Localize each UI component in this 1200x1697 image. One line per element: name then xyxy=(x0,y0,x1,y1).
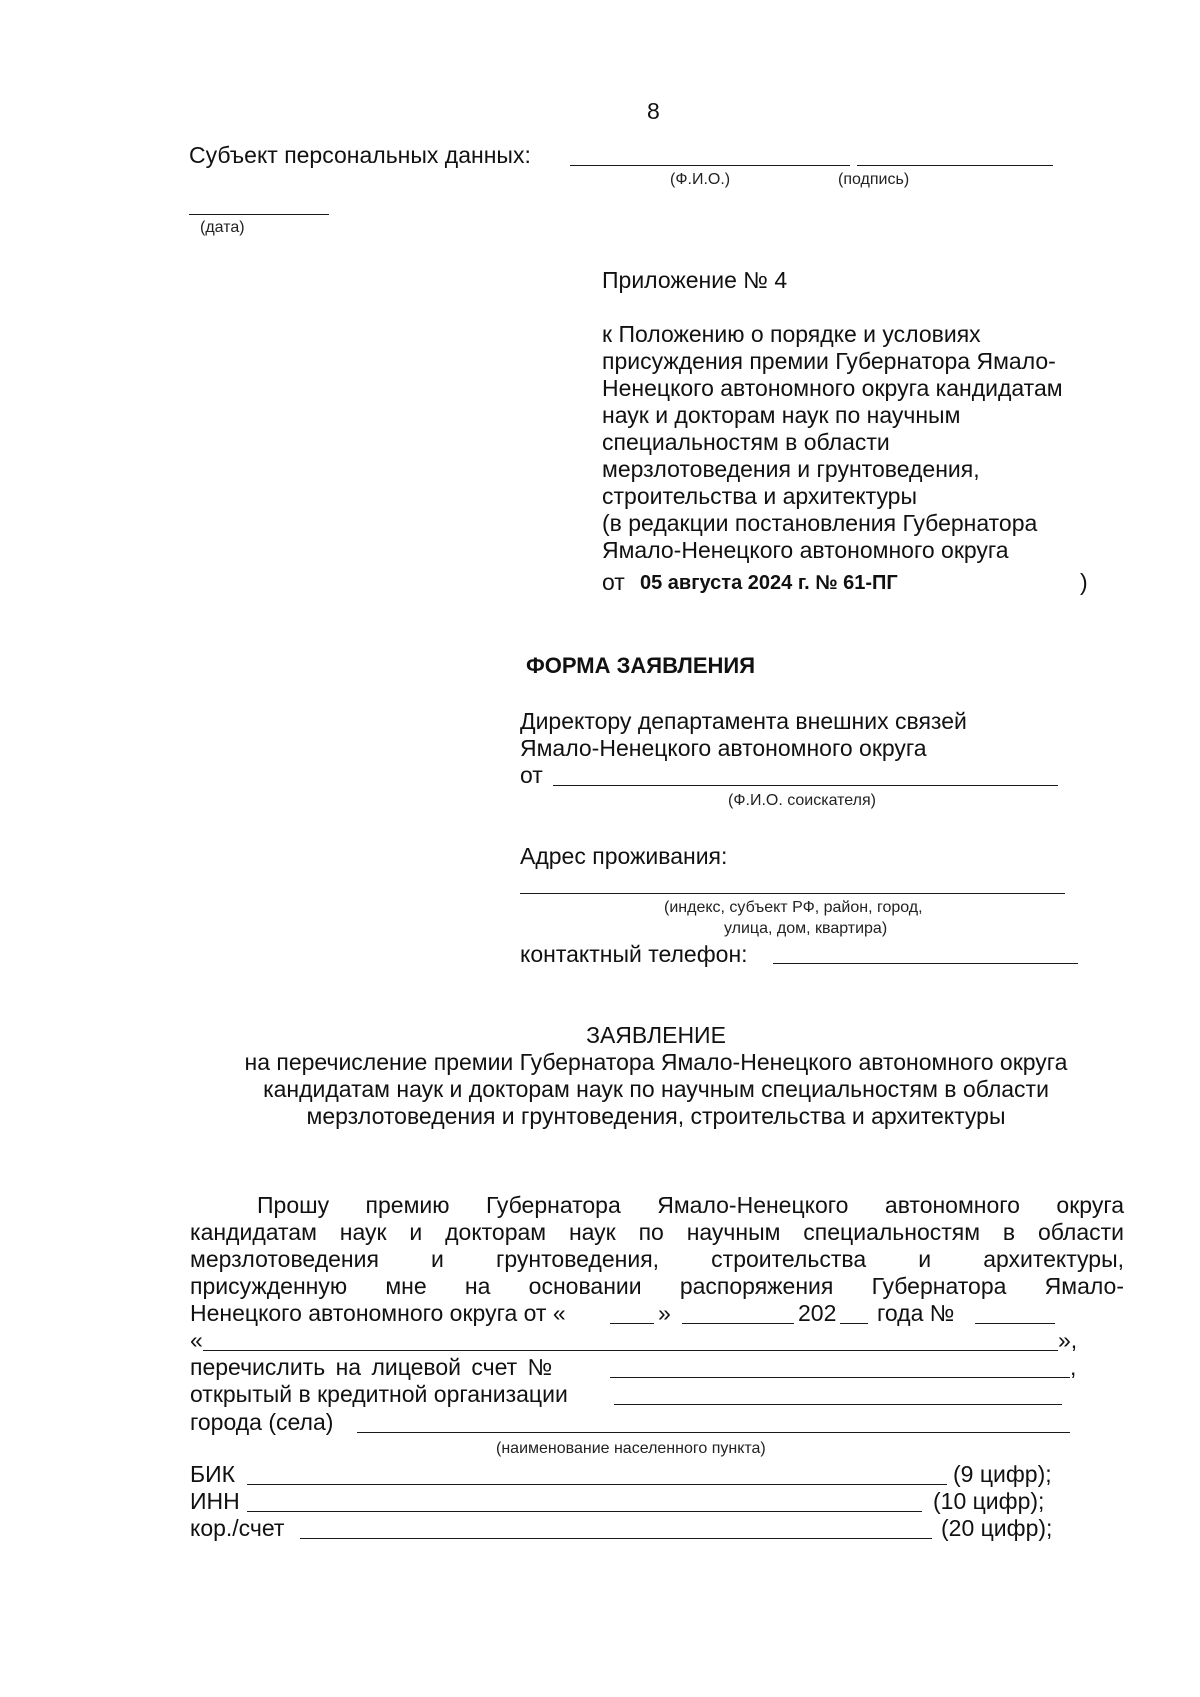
order-year: 202 xyxy=(798,1300,837,1326)
address-label: Адрес проживания: xyxy=(520,843,728,869)
bik-hint: (9 цифр); xyxy=(953,1461,1052,1487)
form-title: ФОРМА ЗАЯВЛЕНИЯ xyxy=(526,653,756,678)
city-label: города (села) xyxy=(190,1409,334,1435)
order-year-field[interactable] xyxy=(840,1323,868,1324)
subject-label: Субъект персональных данных: xyxy=(189,142,531,168)
signature-underline xyxy=(857,165,1053,166)
addressee-from: от xyxy=(520,762,543,788)
open-quote: « xyxy=(190,1327,203,1353)
order-number-field[interactable] xyxy=(975,1323,1055,1324)
account-comma: , xyxy=(1070,1354,1077,1380)
fio-underline xyxy=(570,165,850,166)
statement-subtitle-line: кандидатам наук и докторам наук по научным специальностям в области xyxy=(263,1076,1049,1102)
address-underline xyxy=(520,893,1065,894)
appendix-line: к Положению о порядке и условиях xyxy=(602,321,981,347)
body-line: Прошу премию Губернатора Ямало-Ненецкого автономного округа xyxy=(257,1192,1124,1218)
appendix-line: специальностям в области xyxy=(602,429,890,455)
appendix-line: наук и докторам наук по научным xyxy=(602,402,961,428)
address-caption-1: (индекс, субъект РФ, район, город, xyxy=(664,899,923,916)
appendix-line: мерзлотоведения и грунтоведения, xyxy=(602,456,980,482)
appendix-title: Приложение № 4 xyxy=(602,267,788,293)
bank-name-field[interactable] xyxy=(614,1404,1062,1405)
corr-account-field[interactable] xyxy=(300,1538,932,1539)
order-year-word: года № xyxy=(877,1300,955,1326)
inn-label: ИНН xyxy=(190,1488,240,1514)
bik-field[interactable] xyxy=(247,1484,947,1485)
phone-underline xyxy=(773,963,1078,964)
date-underline xyxy=(189,214,329,215)
fio-caption: (Ф.И.О.) xyxy=(670,171,731,188)
body-line: мерзлотоведения и грунтоведения, строительства и архитектуры, xyxy=(190,1246,1124,1272)
statement-title: ЗАЯВЛЕНИЕ xyxy=(586,1022,726,1048)
corr-account-label: кор./счет xyxy=(190,1515,285,1541)
bik-label: БИК xyxy=(190,1461,236,1487)
addressee-line-1: Директору департамента внешних связей xyxy=(520,708,967,734)
address-caption-2: улица, дом, квартира) xyxy=(724,920,888,937)
appendix-text xyxy=(602,321,1063,564)
account-number-field[interactable] xyxy=(610,1377,1070,1378)
order-line-prefix: Ненецкого автономного округа от « xyxy=(190,1300,566,1326)
addressee-line-2: Ямало-Ненецкого автономного округа xyxy=(520,735,927,761)
page-number: 8 xyxy=(647,98,660,124)
statement-subtitle-line: мерзлотоведения и грунтоведения, строительства и архитектуры xyxy=(306,1103,1006,1129)
statement-subtitle-line: на перечисление премии Губернатора Ямало-Ненецкого автономного округа xyxy=(244,1049,1068,1075)
account-label: перечислить на лицевой счет № xyxy=(190,1354,553,1380)
bank-label: открытый в кредитной организации xyxy=(190,1381,568,1407)
body-line: кандидатам наук и докторам наук по научным специальностям в области xyxy=(190,1219,1124,1245)
appendix-line: строительства и архитектуры xyxy=(602,483,918,509)
appendix-line: (в редакции постановления Губернатора xyxy=(602,510,1038,536)
decree-from: от xyxy=(602,569,625,595)
corr-account-hint: (20 цифр); xyxy=(941,1515,1053,1541)
phone-label: контактный телефон: xyxy=(520,941,748,967)
appendix-line: Ямало-Ненецкого автономного округа xyxy=(602,537,1009,563)
close-quote: », xyxy=(1058,1327,1078,1353)
body-line: присужденную мне на основании распоряжения Губернатора Ямало- xyxy=(190,1273,1124,1299)
appendix-line: присуждения премии Губернатора Ямало- xyxy=(602,348,1056,374)
order-title-field[interactable] xyxy=(203,1350,1058,1351)
signature-caption: (подпись) xyxy=(838,171,910,188)
inn-hint: (10 цифр); xyxy=(933,1488,1045,1514)
city-caption: (наименование населенного пункта) xyxy=(496,1440,766,1457)
order-day-field[interactable] xyxy=(610,1323,654,1324)
decree-closing-paren: ) xyxy=(1080,569,1088,595)
applicant-fio-caption: (Ф.И.О. соискателя) xyxy=(728,792,876,809)
inn-field[interactable] xyxy=(247,1511,922,1512)
city-field[interactable] xyxy=(357,1432,1070,1433)
order-month-field[interactable] xyxy=(682,1323,794,1324)
applicant-fio-underline xyxy=(553,785,1058,786)
order-quote-close: » xyxy=(658,1300,671,1326)
statement-body xyxy=(190,1192,1124,1300)
date-caption: (дата) xyxy=(200,219,245,236)
appendix-line: Ненецкого автономного округа кандидатам xyxy=(602,375,1063,401)
decree-reference: 05 августа 2024 г. № 61-ПГ xyxy=(640,572,898,594)
